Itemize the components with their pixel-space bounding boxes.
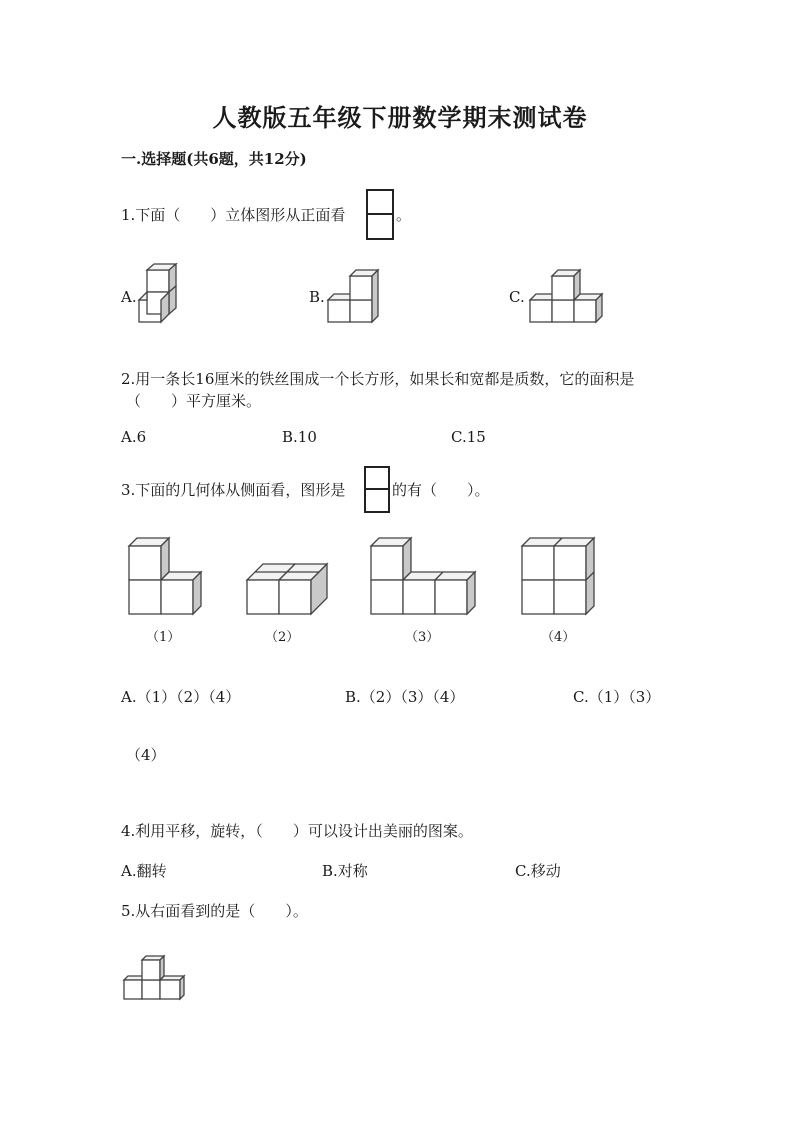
q3-option-b: B.（2）（3）（4） — [345, 688, 465, 706]
q3-option-c-wrap: （4） — [126, 746, 166, 764]
q4-option-b: B.对称 — [322, 862, 368, 880]
question-3-stem: 3.下面的几何体从侧面看，图形是 — [121, 481, 346, 499]
q1-option-b-label: B. — [309, 288, 325, 306]
q1-option-c-figure — [528, 268, 604, 324]
q1-option-a-label: A. — [121, 288, 137, 306]
q4-option-c: C.移动 — [515, 862, 561, 880]
section-heading: 一.选择题(共6题，共12分) — [121, 150, 307, 168]
question-1-stem-end: 。 — [396, 206, 412, 224]
q2-option-b: B.10 — [282, 428, 317, 446]
question-2-stem-line2: （ ）平方厘米。 — [126, 392, 262, 410]
question-3-stem-end: 的有（ ）。 — [392, 481, 490, 499]
question-1-stem: 1.下面（ ）立体图形从正面看 — [121, 206, 346, 224]
q3-caption-4: （4） — [541, 630, 576, 645]
question-5-stem: 5.从右面看到的是（ ）。 — [121, 902, 308, 920]
q3-caption-2: （2） — [265, 630, 300, 645]
q4-option-a: A.翻转 — [121, 862, 167, 880]
q1-option-c-label: C. — [509, 288, 525, 306]
q3-figure-2 — [245, 560, 331, 618]
q1-option-b-figure — [326, 268, 382, 324]
question-2-stem-line1: 2.用一条长16厘米的铁丝围成一个长方形，如果长和宽都是质数，它的面积是 — [121, 370, 635, 388]
q3-option-a: A.（1）（2）（4） — [121, 688, 241, 706]
question-4-stem: 4.利用平移，旋转，（ ）可以设计出美丽的图案。 — [121, 822, 473, 840]
q3-option-c: C.（1）（3） — [573, 688, 661, 706]
q3-figure-4 — [520, 536, 602, 618]
q2-option-c: C.15 — [451, 428, 486, 446]
page-title: 人教版五年级下册数学期末测试卷 — [212, 103, 588, 132]
q3-side-view-figure — [364, 466, 392, 514]
q1-option-a-figure — [137, 262, 179, 324]
q3-figure-3 — [369, 536, 483, 618]
q2-option-a: A.6 — [121, 428, 147, 446]
q3-figure-1 — [127, 536, 209, 618]
q5-figure — [122, 954, 188, 1002]
q3-caption-1: （1） — [146, 630, 181, 645]
q3-caption-3: （3） — [405, 630, 440, 645]
q1-front-view-figure — [366, 189, 394, 241]
